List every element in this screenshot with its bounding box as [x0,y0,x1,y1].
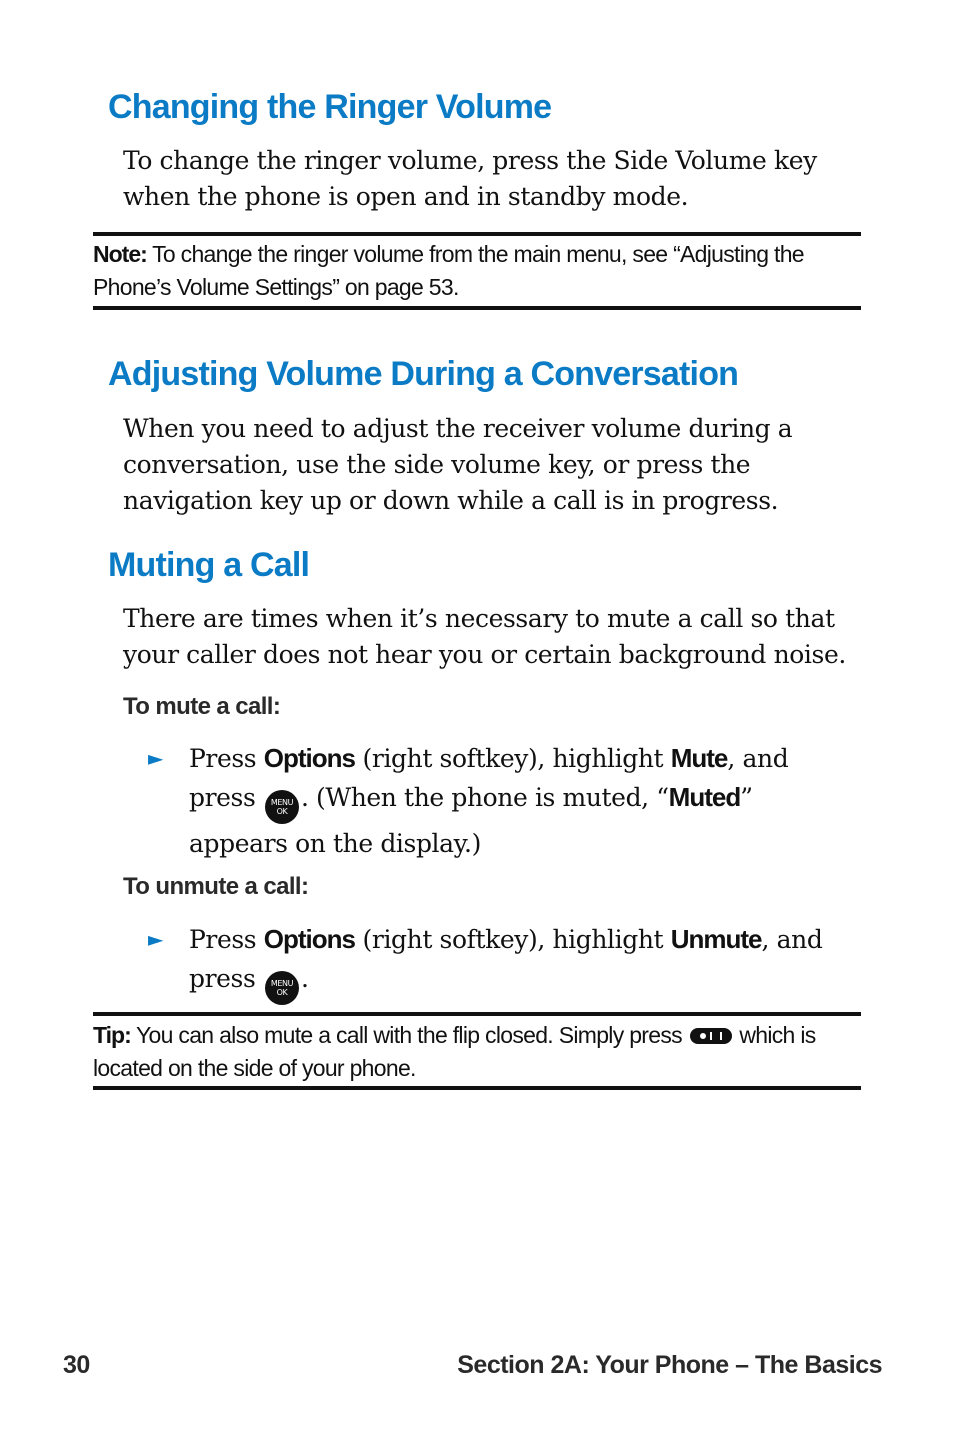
paragraph-conversation-volume: When you need to adjust the receiver volume during a conversation, use the side volume key, or press the navigation key up or down while a call is in progress. [123,414,793,515]
key-options: Options [263,743,355,773]
menu-ok-key-icon: MENU OK [265,971,299,1005]
note-label: Note: [93,241,147,267]
step-unmute-text [189,920,849,1005]
side-speaker-key-icon [690,1028,732,1044]
bullet-arrow-icon: ► [148,927,163,951]
key-mute: Mute [670,743,728,773]
note-top-rule [93,232,861,236]
step-mute-mid: (right softkey), highlight [362,744,664,773]
step-mute-and-press: , and press [189,744,789,812]
heading-muting-call: Muting a Call [108,546,310,584]
tip-text-after: which is located on the side of your phone. [93,1022,816,1081]
step-mute-press: Press [189,744,257,773]
subheading-unmute: To unmute a call: [123,873,309,900]
note-box [93,238,861,304]
tip-bottom-rule [93,1086,861,1090]
tip-top-rule [93,1012,861,1016]
step-mute-text [189,739,849,863]
tip-text-before: You can also mute a call with the flip closed. Simply press [136,1022,682,1048]
paragraph-muting-call: There are times when it’s necessary to mute a call so that your caller does not hear you or certain background noise. [123,604,846,669]
section-footer: Section 2A: Your Phone – The Basics [457,1351,882,1379]
page-number: 30 [63,1351,90,1379]
note-text: To change the ringer volume from the main menu, see “Adjusting the Phone’s Volume Settings” on page 53. [93,241,804,300]
step-mute-after-icon: . (When the phone is muted, “ [300,783,669,812]
key-muted: Muted [668,782,741,812]
note-bottom-rule [93,306,861,310]
step-unmute-end: . [300,964,309,993]
step-unmute-mid: (right softkey), highlight [362,925,664,954]
heading-ringer-volume: Changing the Ringer Volume [108,88,552,126]
tip-label: Tip: [93,1022,131,1048]
step-unmute-press: Press [189,925,257,954]
step-mute-tail: ” appears on the display.) [189,783,753,858]
bullet-arrow-icon: ► [148,746,163,770]
heading-conversation-volume: Adjusting Volume During a Conversation [108,355,739,393]
key-options: Options [263,924,355,954]
menu-ok-key-icon: MENU OK [265,790,299,824]
step-unmute-and-press: , and press [189,925,823,993]
paragraph-ringer-volume: To change the ringer volume, press the Side Volume key when the phone is open and in standby mode. [123,146,817,211]
key-unmute: Unmute [670,924,762,954]
tip-box [93,1019,861,1085]
subheading-mute: To mute a call: [123,693,281,720]
